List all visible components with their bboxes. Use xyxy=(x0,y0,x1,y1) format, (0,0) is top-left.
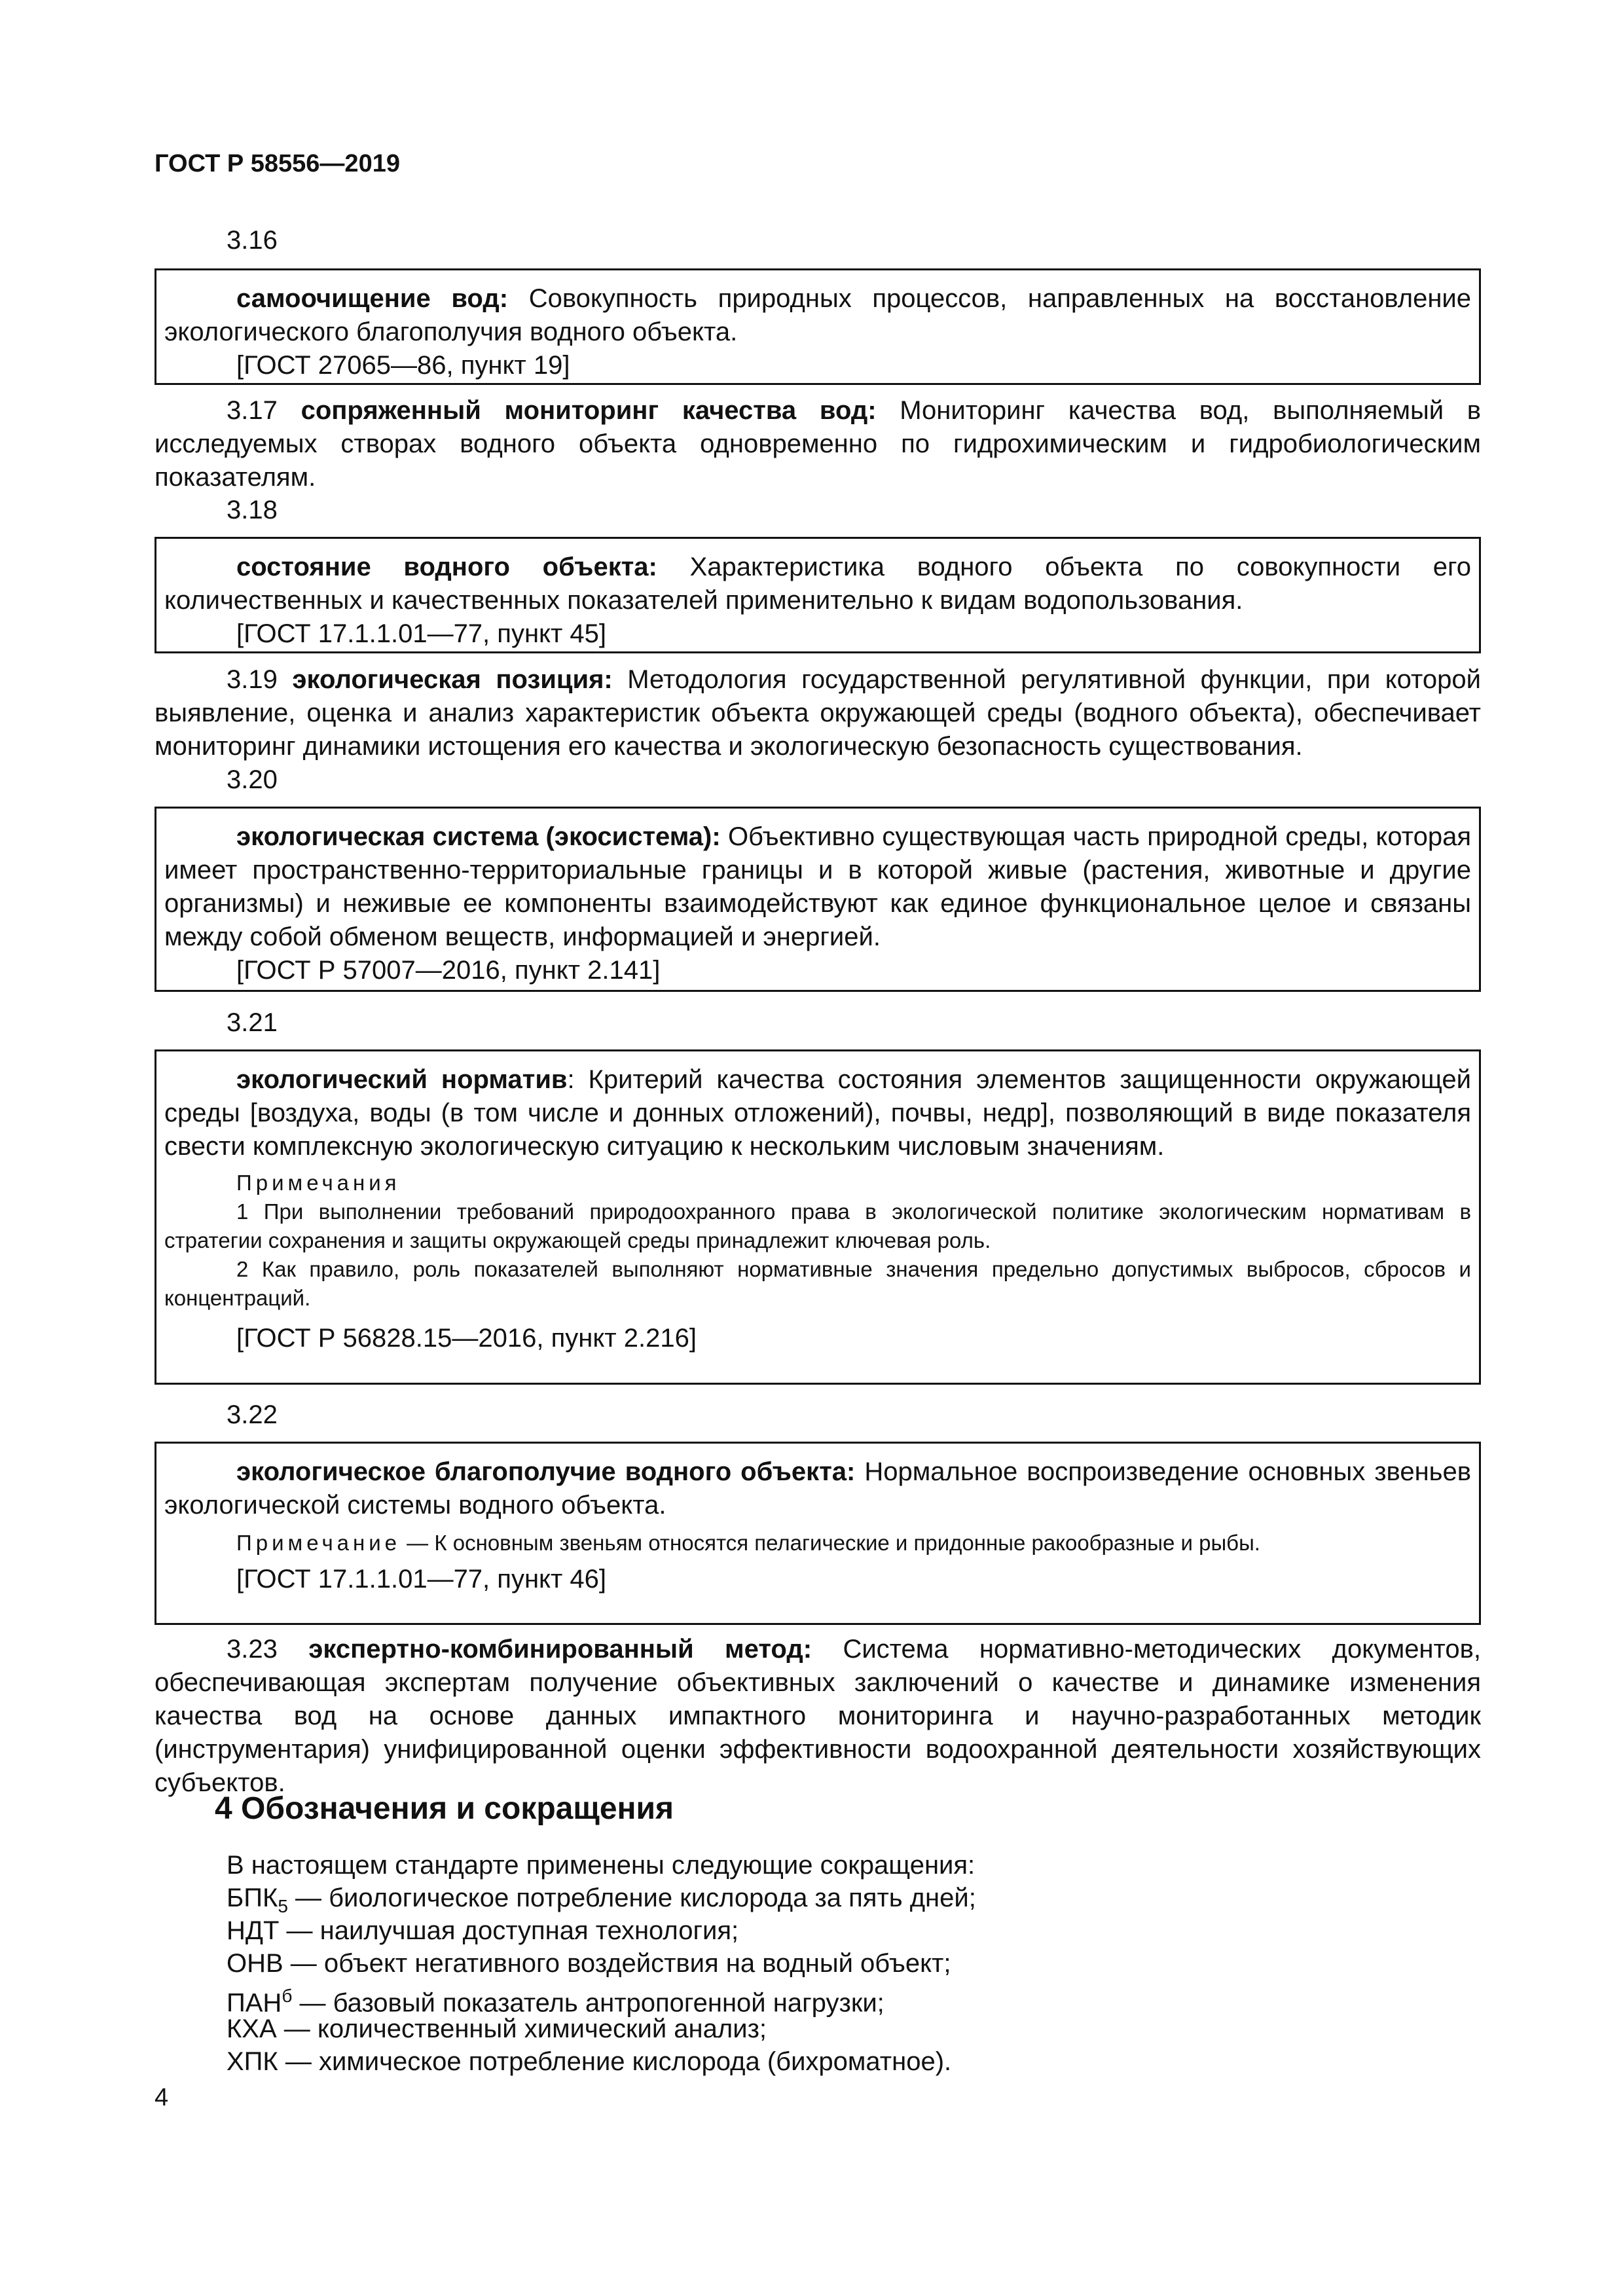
page-number: 4 xyxy=(155,2084,169,2111)
abbreviation-ndt: НДТ — наилучшая доступная технология; xyxy=(227,1916,739,1945)
document-header: ГОСТ Р 58556—2019 xyxy=(155,150,400,177)
abbr-pan-superscript: б xyxy=(282,1986,293,2006)
note-3-22 xyxy=(164,1529,1471,1558)
definition-3-17: Мониторинг качества вод, выполняемый в исследуемых створах водного объекта одновременно по гидрохимическим и гидробиологическим показателям. xyxy=(155,396,1481,492)
term-3-21: экологический норматив xyxy=(236,1065,568,1094)
abbr-bpk-base: БПК xyxy=(227,1884,278,1912)
term-3-19: экологическая позиция: xyxy=(292,665,613,694)
clause-number-3-18: 3.18 xyxy=(227,496,278,524)
definition-text-3-18 xyxy=(164,551,1471,617)
definition-3-23: Система нормативно-методических документов, обеспечивающая экспертам получение объективных заключений о качестве и динамике изменения качества вод на основе данных импактного мониторинга и научно-разработанных методик (инструментария) унифицированной оценки эффективности водоохранной деятельности хозяйствующих субъектов. xyxy=(155,1635,1482,1797)
abbreviation-onv: ОНВ — объект негативного воздействия на водный объект; xyxy=(227,1949,951,1978)
clause-number-3-21: 3.21 xyxy=(227,1008,278,1037)
clause-3-17 xyxy=(155,394,1481,494)
reference-3-21: [ГОСТ Р 56828.15—2016, пункт 2.216] xyxy=(236,1324,697,1353)
definition-text-3-16 xyxy=(164,282,1471,349)
definition-box-3-18 xyxy=(155,537,1481,653)
reference-3-18: [ГОСТ 17.1.1.01—77, пункт 45] xyxy=(236,619,607,648)
definition-text-3-22 xyxy=(164,1455,1471,1522)
definition-3-22: Нормальное воспроизведение основных звеньев экологической системы водного объекта. xyxy=(164,1457,1472,1520)
note-label-3-22: Примечание xyxy=(236,1531,401,1555)
definition-box-3-21 xyxy=(155,1049,1481,1385)
abbr-pan-base: ПАН xyxy=(227,1988,282,2018)
note-1-3-21: 1 При выполнении требований природоохранного права в экологической политике экологическим нормативам в стратегии сохранения и защиты окружающей среды принадлежит ключевая роль. xyxy=(164,1199,1471,1252)
definition-box-3-22 xyxy=(155,1442,1481,1625)
clause-number-3-17: 3.17 xyxy=(227,396,278,425)
clause-3-23 xyxy=(155,1633,1481,1800)
clause-3-19 xyxy=(155,663,1481,763)
definition-box-3-16 xyxy=(155,268,1481,385)
definition-3-18: Характеристика водного объекта по совокупности его количественных и качественных показателей применительно к видам водопользования. xyxy=(164,553,1471,615)
abbreviations-intro: В настоящем стандарте применены следующие сокращения: xyxy=(227,1851,976,1880)
term-3-16: самоочищение вод: xyxy=(236,284,509,313)
term-3-18: состояние водного объекта: xyxy=(236,553,657,581)
notes-label-3-21: Примечания xyxy=(236,1171,401,1195)
clause-number-3-19: 3.19 xyxy=(227,665,278,694)
reference-3-20: [ГОСТ Р 57007—2016, пункт 2.141] xyxy=(236,956,661,985)
term-3-22: экологическое благополучие водного объекта: xyxy=(236,1457,856,1486)
definition-box-3-20 xyxy=(155,807,1481,992)
section-4-title: 4 Обозначения и сокращения xyxy=(215,1791,674,1826)
abbr-pan-text: — базовый показатель антропогенной нагрузки; xyxy=(292,1988,884,2018)
definition-3-20: Объективно существующая часть природной среды, которая имеет пространственно-территориальные границы и в которой живые (растения, животные и другие организмы) и неживые ее компоненты взаимодействуют как единое функциональное целое и связаны между собой обменом веществ, информацией и энергией. xyxy=(164,822,1471,951)
note-text-3-22: — К основным звеньям относятся пелагические и придонные ракообразные и рыбы. xyxy=(401,1531,1260,1555)
clause-number-3-16: 3.16 xyxy=(227,226,278,255)
clause-number-3-23: 3.23 xyxy=(227,1635,278,1664)
reference-3-16: [ГОСТ 27065—86, пункт 19] xyxy=(236,351,570,380)
clause-number-3-22: 3.22 xyxy=(227,1400,278,1429)
term-3-23: экспертно-комбинированный метод: xyxy=(308,1635,812,1664)
reference-3-22: [ГОСТ 17.1.1.01—77, пункт 46] xyxy=(236,1565,607,1594)
definition-3-21: : Критерий качества состояния элементов защищенности окружающей среды [воздуха, воды (в том числе и донных отложений), почвы, недр], позволяющий в виде показателя свести комплексную экологическую ситуацию к нескольким числовым значениям. xyxy=(164,1065,1471,1161)
definition-text-3-20 xyxy=(164,820,1471,954)
definition-3-16: Совокупность природных процессов, направленных на восстановление экологического благополучия водного объекта. xyxy=(164,284,1471,346)
note-2-3-21: 2 Как правило, роль показателей выполняют нормативные значения предельно допустимых выбросов, сбросов и концентраций. xyxy=(164,1257,1471,1310)
abbr-bpk-subscript: 5 xyxy=(278,1896,288,1916)
clause-number-3-20: 3.20 xyxy=(227,765,278,794)
term-3-17: сопряженный мониторинг качества вод: xyxy=(301,396,877,425)
definition-text-3-21 xyxy=(164,1063,1471,1163)
abbr-bpk-text: — биологическое потребление кислорода за пять дней; xyxy=(287,1884,976,1912)
abbreviation-hpk: ХПК — химическое потребление кислорода (бихроматное). xyxy=(227,2047,952,2076)
definition-3-19: Методология государственной регулятивной функции, при которой выявление, оценка и анализ характеристик объекта окружающей среды (водного объекта), обеспечивает мониторинг динамики истощения его качества и экологическую безопасность существования. xyxy=(155,665,1481,761)
term-3-20: экологическая система (экосистема): xyxy=(236,822,721,851)
abbreviation-kha: КХА — количественный химический анализ; xyxy=(227,2014,767,2043)
